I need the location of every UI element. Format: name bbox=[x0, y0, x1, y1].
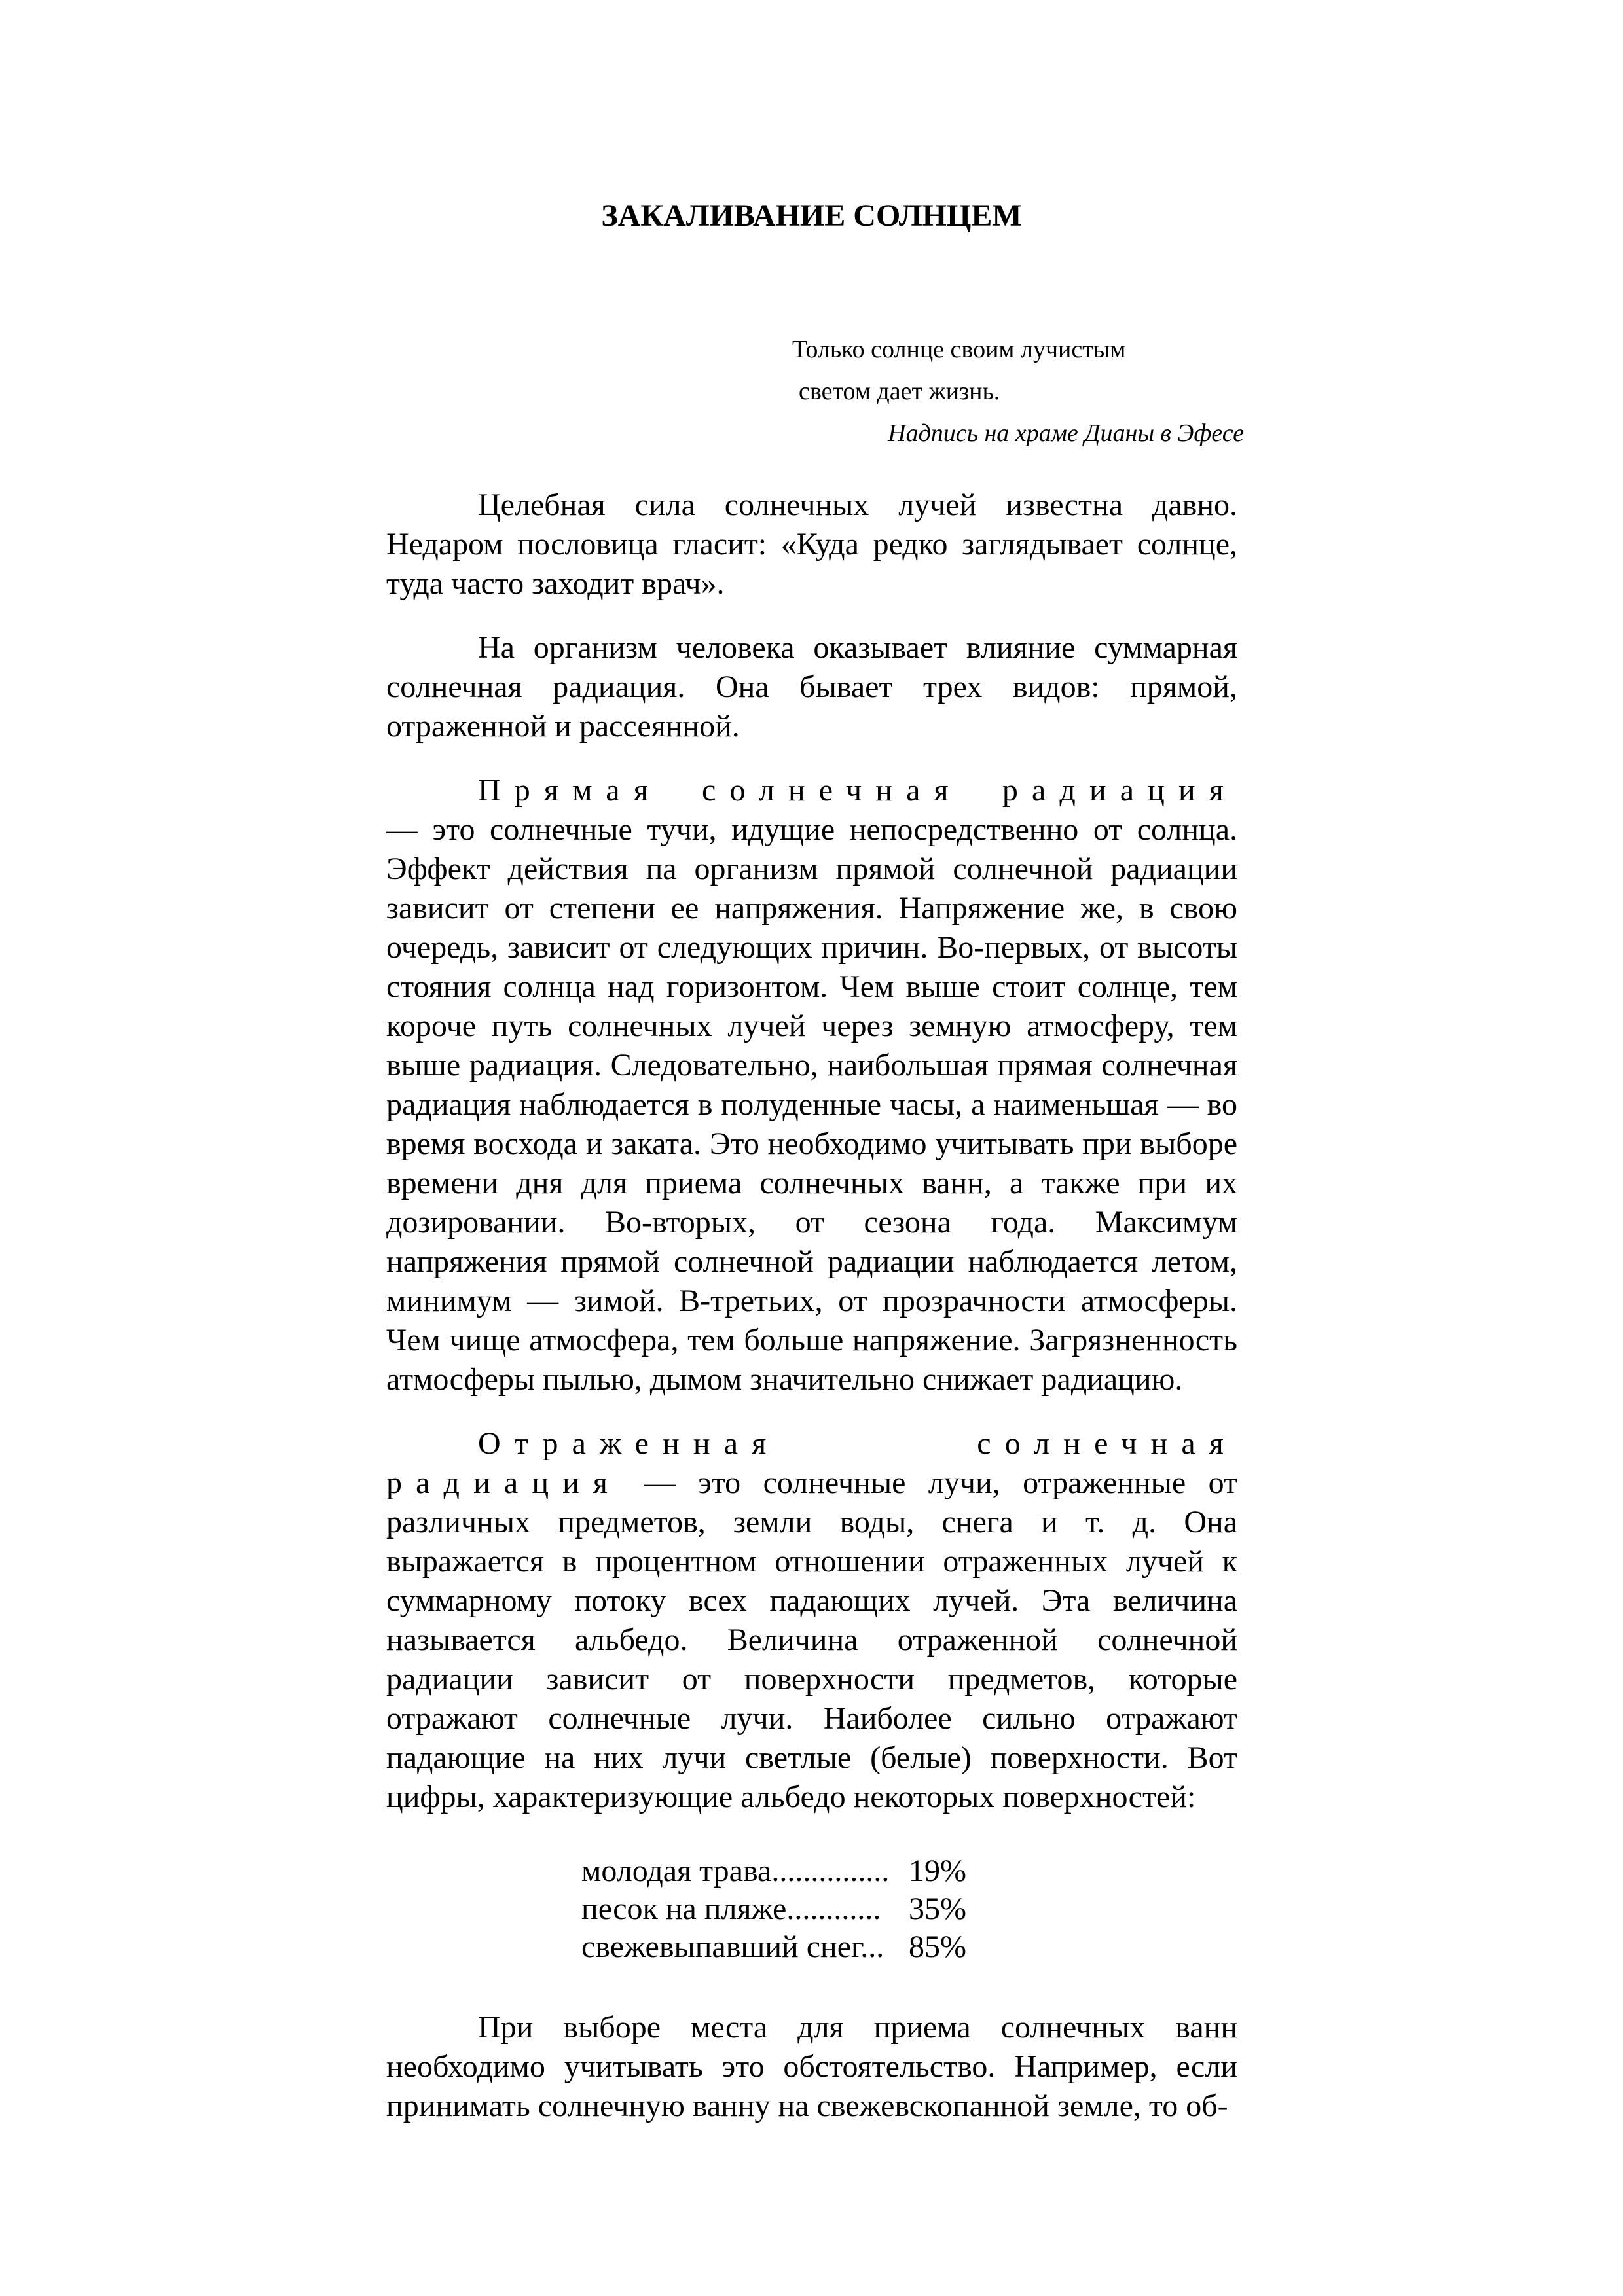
albedo-value: 85% bbox=[909, 1929, 966, 1964]
albedo-surface: песок на пляже............ bbox=[581, 1892, 881, 1926]
chapter-title: ЗАКАЛИВАНИЕ СОЛНЦЕМ bbox=[601, 198, 1022, 233]
body-text bbox=[386, 486, 1237, 2151]
term-reflected-radiation: Отраженная солнечная радиация bbox=[386, 1426, 1237, 1500]
albedo-row bbox=[581, 1928, 966, 1966]
albedo-table bbox=[581, 1852, 966, 1966]
reflected-radiation-text: — это солнечные лучи, отраженные от различных предметов, земли воды, снега и т. д. Она выражается в процентном отношении отраженных лучей к суммарному потоку всех падающих лучей. Эта величина называется альбедо. Величина отраженной солнечной радиации зависит от поверхности предметов, которые отражают солнечные лучи. Наиболее сильно отражают падающие на них лучи светлые (белые) поверхности. Вот цифры, характеризующие альбедо некоторых поверхностей: bbox=[386, 1465, 1237, 1814]
albedo-surface: свежевыпавший снег... bbox=[581, 1929, 884, 1964]
albedo-value: 19% bbox=[909, 1854, 966, 1888]
albedo-row bbox=[581, 1852, 966, 1890]
direct-radiation-text: — это солнечные тучи, идущие непосредственно от солнца. Эффект действия па организм прямой солнечной радиации зависит от степени ее напряжения. Напряжение же, в свою очередь, зависит от следующих причин. Во-первых, от высоты стояния солнца над горизонтом. Чем выше стоит солнце, тем короче путь солнечных лучей через земную атмосферу, тем выше радиация. Следовательно, наибольшая прямая солнечная радиация наблюдается в полуденные часы, а наименьшая — во время восхода и заката. Это необходимо учитывать при выборе времени дня для приема солнечных ванн, а также при их дозировании. Во-вторых, от сезона года. Максимум напряжения прямой солнечной радиации наблюдается летом, минимум — зимой. В-третьих, от прозрачности атмосферы. Чем чище атмосфера, тем больше напряжение. Загрязненность атмосферы пылью, дымом значительно снижает радиацию. bbox=[386, 812, 1237, 1397]
paragraph-reflected-radiation bbox=[386, 1424, 1237, 1817]
albedo-surface: молодая трава............... bbox=[581, 1854, 890, 1888]
epigraph-line-2: светом дает жизнь. bbox=[799, 378, 1000, 405]
epigraph-line-1: Только солнце своим лучистым bbox=[792, 336, 1126, 363]
paragraph-direct-radiation bbox=[386, 771, 1237, 1399]
epigraph bbox=[753, 329, 1244, 454]
term-direct-radiation: Прямая солнечная радиация bbox=[478, 773, 1237, 808]
paragraph-closing: При выборе места для приема солнечных ванн необходимо учитывать это обстоятельство. Например, если принимать солнечную ванну на свежевскопанной земле, то об- bbox=[386, 2010, 1237, 2123]
albedo-row bbox=[581, 1890, 966, 1928]
paragraph-intro: Целебная сила солнечных лучей известна давно. Недаром пословица гласит: «Куда редко заглядывает солнце, туда часто заходит врач». bbox=[386, 488, 1237, 601]
epigraph-attribution: Надпись на храме Дианы в Эфесе bbox=[888, 420, 1244, 447]
paragraph-radiation-types: На организм человека оказывает влияние суммарная солнечная радиация. Она бывает трех видов: прямой, отраженной и рассеянной. bbox=[386, 630, 1237, 744]
albedo-value: 35% bbox=[909, 1892, 966, 1926]
